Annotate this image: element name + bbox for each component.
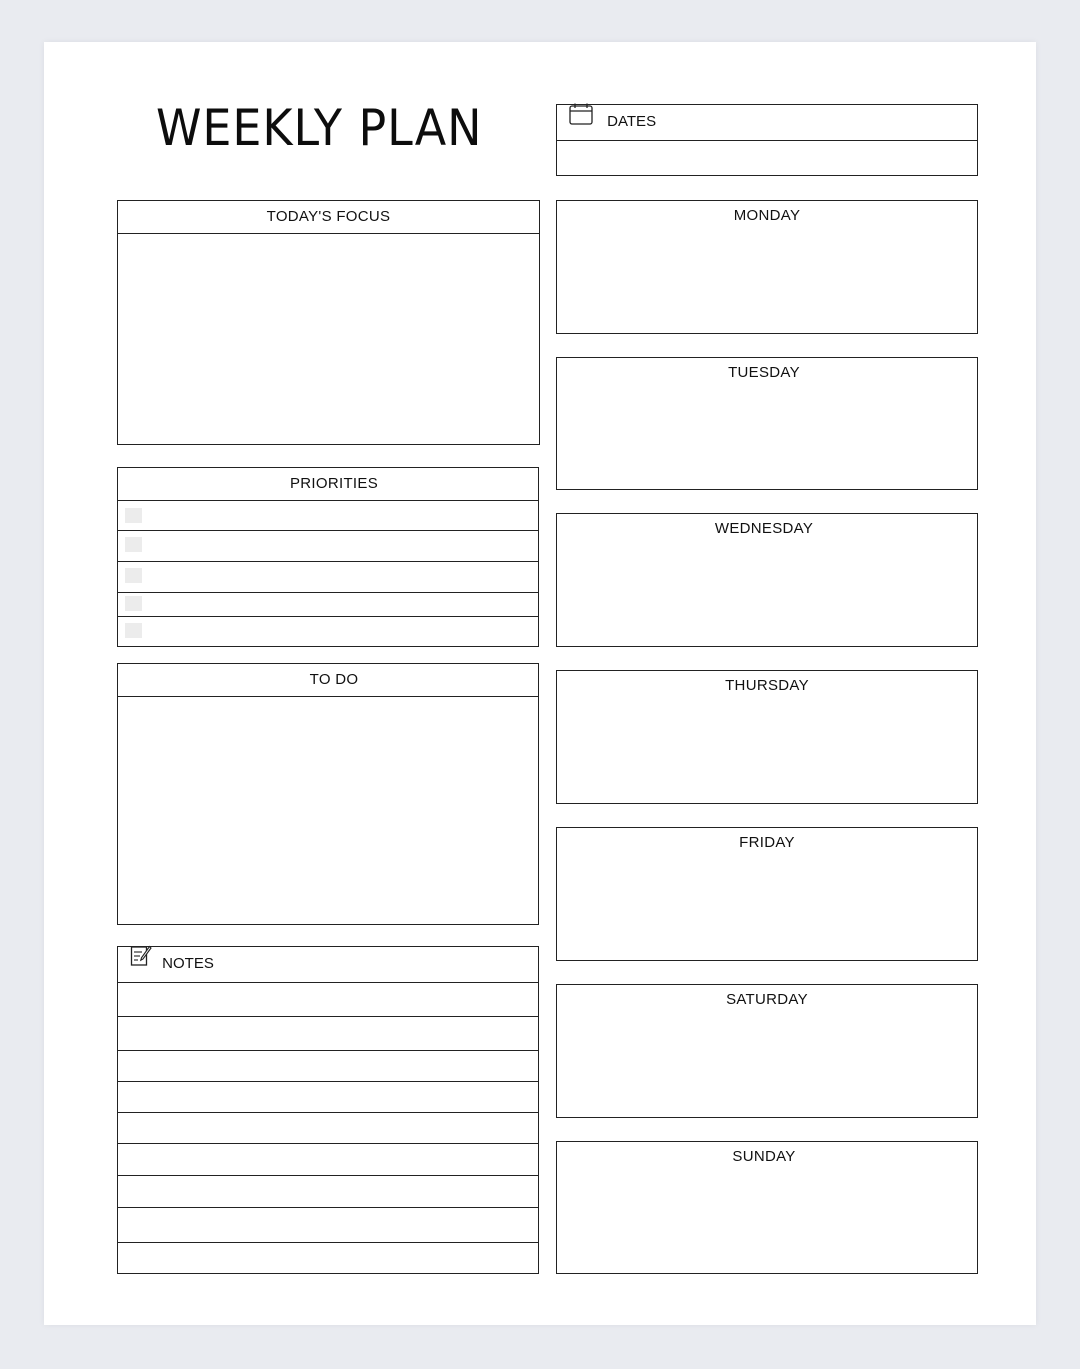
day-label: MONDAY <box>733 207 801 224</box>
todo-header: TO DO <box>118 664 538 697</box>
day-box-wednesday[interactable] <box>556 513 978 647</box>
dates-header <box>557 105 977 141</box>
notes-label: NOTES <box>162 955 214 972</box>
day-label: TUESDAY <box>728 364 800 381</box>
day-label: SATURDAY <box>726 991 808 1008</box>
todo-box <box>117 663 539 925</box>
day-label: FRIDAY <box>739 834 795 851</box>
priority-checkbox[interactable] <box>125 623 142 638</box>
notes-header <box>118 947 538 982</box>
priority-checkbox[interactable] <box>125 596 142 611</box>
notes-line[interactable] <box>118 1207 538 1242</box>
todays-focus-header: TODAY'S FOCUS <box>118 201 539 234</box>
priority-row[interactable] <box>118 561 538 592</box>
notes-line[interactable] <box>118 1175 538 1207</box>
calendar-icon <box>569 103 593 138</box>
priority-row[interactable] <box>118 616 538 645</box>
priority-row[interactable] <box>118 500 538 530</box>
notes-line[interactable] <box>118 1050 538 1081</box>
notepad-pencil-icon <box>130 945 152 979</box>
dates-label: DATES <box>607 113 657 130</box>
notes-line[interactable] <box>118 1143 538 1175</box>
page-title: WEEKLY PLAN <box>156 99 483 157</box>
notes-line[interactable] <box>118 1081 538 1112</box>
notes-line[interactable] <box>118 982 538 1016</box>
day-box-thursday[interactable] <box>556 670 978 804</box>
priority-checkbox[interactable] <box>125 537 142 552</box>
priority-row[interactable] <box>118 530 538 561</box>
day-box-tuesday[interactable] <box>556 357 978 490</box>
dates-box <box>556 104 978 176</box>
priority-checkbox[interactable] <box>125 508 142 523</box>
notes-box <box>117 946 539 1274</box>
todays-focus-writing-area[interactable] <box>118 234 539 443</box>
day-label: WEDNESDAY <box>714 520 814 537</box>
dates-input-area[interactable] <box>557 141 977 175</box>
day-label: SUNDAY <box>732 1148 796 1165</box>
notes-line[interactable] <box>118 1112 538 1143</box>
priorities-box <box>117 467 539 647</box>
day-box-saturday[interactable] <box>556 984 978 1118</box>
todo-writing-area[interactable] <box>118 697 538 923</box>
day-box-sunday[interactable] <box>556 1141 978 1274</box>
priority-row[interactable] <box>118 592 538 616</box>
notes-line[interactable] <box>118 1242 538 1273</box>
day-box-friday[interactable] <box>556 827 978 961</box>
todays-focus-box <box>117 200 540 445</box>
day-label: THURSDAY <box>725 677 809 694</box>
priorities-header: PRIORITIES <box>118 468 538 501</box>
priority-checkbox[interactable] <box>125 568 142 583</box>
day-box-monday[interactable] <box>556 200 978 334</box>
notes-line[interactable] <box>118 1016 538 1050</box>
